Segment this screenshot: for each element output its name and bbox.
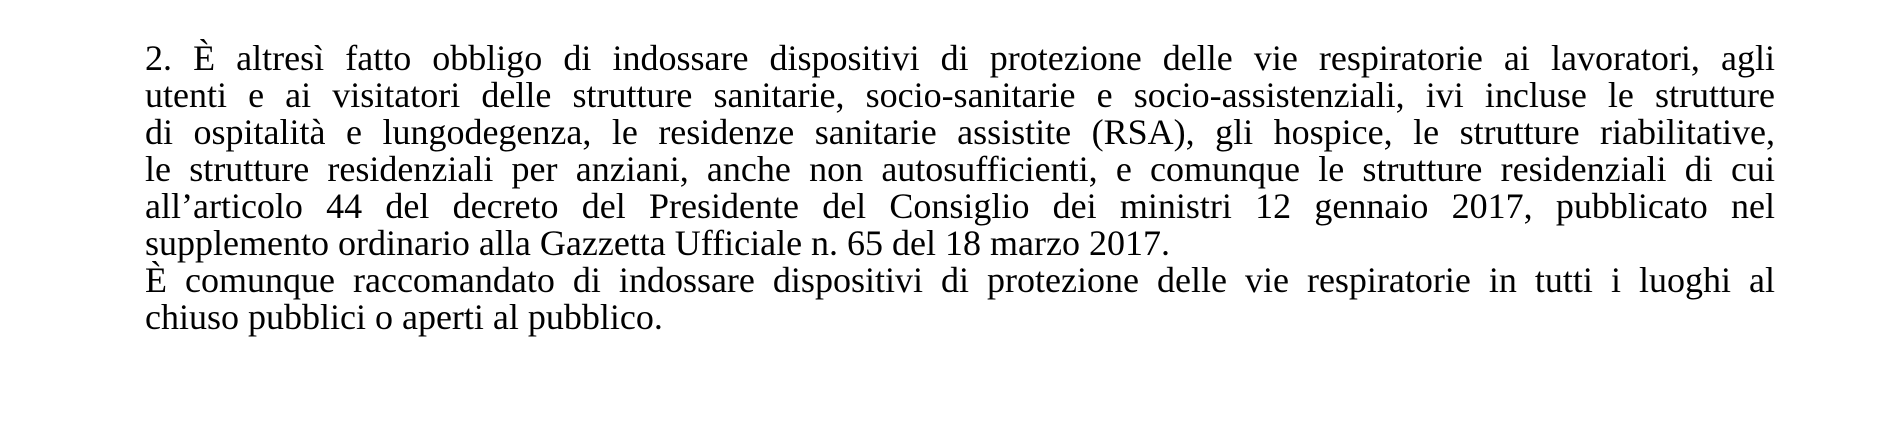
text-line: di ospitalità e lungodegenza, le residenze sanitarie assistite (RSA), gli hospice, le strutture riabilitative, [145,112,1775,152]
text-line: chiuso pubblici o aperti al pubblico. [145,297,663,337]
text-line: all’articolo 44 del decreto del Presidente del Consiglio dei ministri 12 gennaio 2017, pubblicato nel [145,186,1775,226]
text-line: È comunque raccomandato di indossare dispositivi di protezione delle vie respiratorie in tutti i luoghi al [145,260,1775,300]
text-line: 2. È altresì fatto obbligo di indossare dispositivi di protezione delle vie respiratorie ai lavoratori, agli [145,38,1775,78]
text-line: supplemento ordinario alla Gazzetta Ufficiale n. 65 del 18 marzo 2017. [145,223,1170,263]
text-line: utenti e ai visitatori delle strutture sanitarie, socio-sanitarie e socio-assistenziali, ivi incluse le strutture [145,75,1775,115]
paragraph-2 [145,40,1775,336]
text-line: le strutture residenziali per anziani, anche non autosufficienti, e comunque le strutture residenziali di cui [145,149,1775,189]
